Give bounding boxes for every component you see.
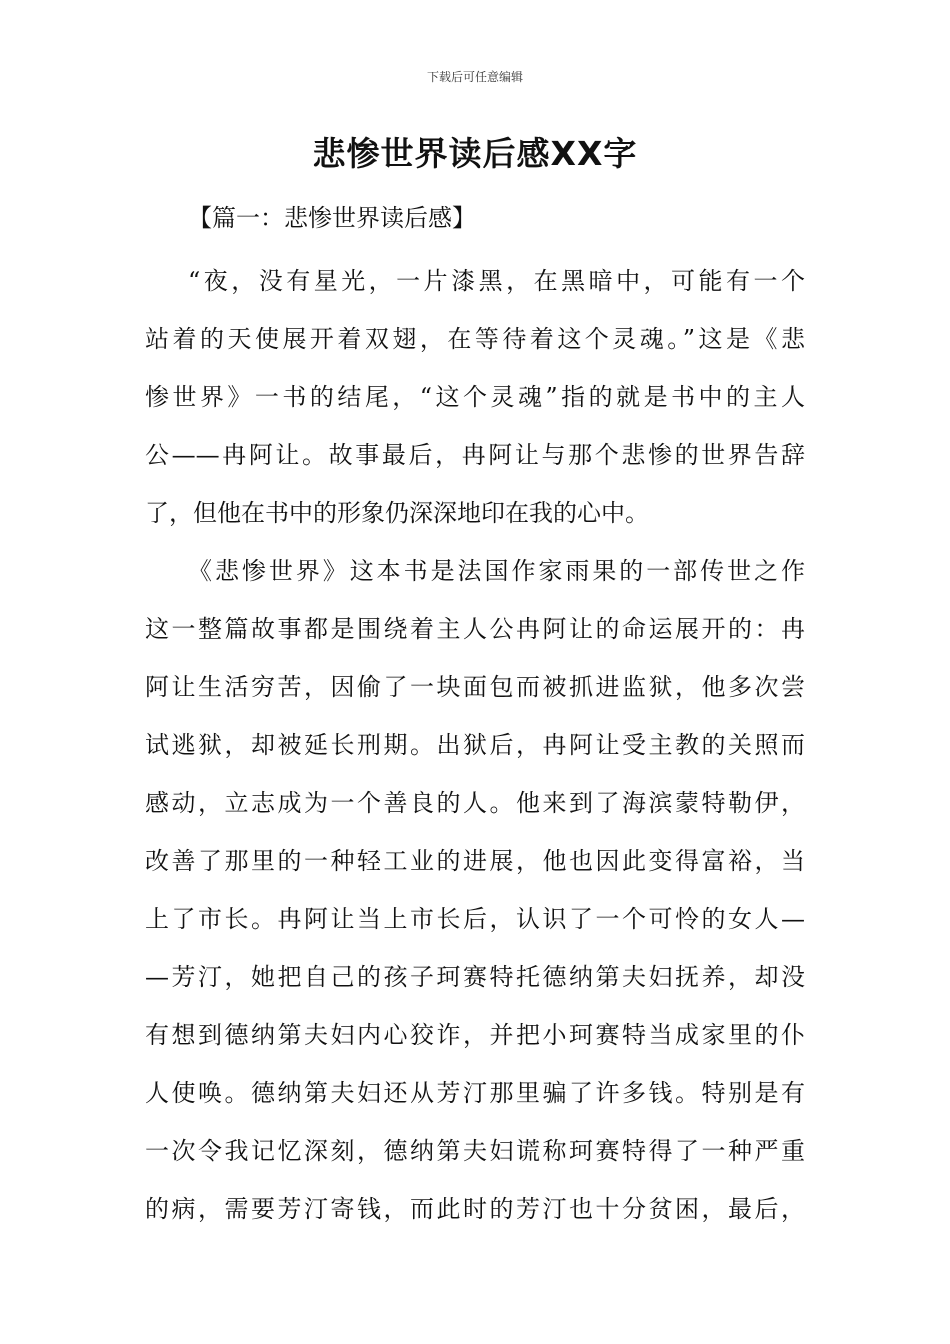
paragraph-line: 上了市长。冉阿让当上市长后，认识了一个可怜的女人— <box>145 905 805 933</box>
paragraph-line: 惨世界》一书的结尾，“这个灵魂”指的就是书中的主人 <box>145 383 805 411</box>
paragraph-line: 这一整篇故事都是围绕着主人公冉阿让的命运展开的：冉 <box>145 615 805 643</box>
document-title: 悲惨世界读后感XX字 <box>312 134 638 173</box>
paragraph-line: 改善了那里的一种轻工业的进展，他也因此变得富裕，当 <box>145 847 805 875</box>
paragraph-line: 了，但他在书中的形象仍深深地印在我的心中。 <box>145 499 649 527</box>
paragraph-line: 人使唤。德纳第夫妇还从芳汀那里骗了许多钱。特别是有 <box>145 1079 805 1107</box>
paragraph-line: 一次令我记忆深刻，德纳第夫妇谎称珂赛特得了一种严重 <box>145 1137 805 1165</box>
document-body <box>145 252 805 1238</box>
paragraph-line: 阿让生活穷苦，因偷了一块面包而被抓进监狱，他多次尝 <box>145 673 805 701</box>
section-heading: 【篇一：悲惨世界读后感】 <box>188 204 476 232</box>
paragraph-line: 《悲惨世界》这本书是法国作家雨果的一部传世之作 <box>188 557 805 585</box>
paragraph-line: 站着的天使展开着双翅，在等待着这个灵魂。”这是《悲 <box>145 325 805 353</box>
paragraph-line: 公——冉阿让。故事最后，冉阿让与那个悲惨的世界告辞 <box>145 441 805 469</box>
paragraph-line: 感动，立志成为一个善良的人。他来到了海滨蒙特勒伊， <box>145 789 805 817</box>
paragraph-line: 的病，需要芳汀寄钱，而此时的芳汀也十分贫困，最后， <box>145 1195 805 1223</box>
paragraph-line: 有想到德纳第夫妇内心狡诈，并把小珂赛特当成家里的仆 <box>145 1021 805 1049</box>
paragraph-line: 试逃狱，却被延长刑期。出狱后，冉阿让受主教的关照而 <box>145 731 805 759</box>
paragraph-line: —芳汀，她把自己的孩子珂赛特托德纳第夫妇抚养，却没 <box>145 963 805 991</box>
page-header-note: 下载后可任意编辑 <box>426 70 523 84</box>
paragraph-line: “夜，没有星光，一片漆黑，在黑暗中，可能有一个 <box>188 267 805 295</box>
